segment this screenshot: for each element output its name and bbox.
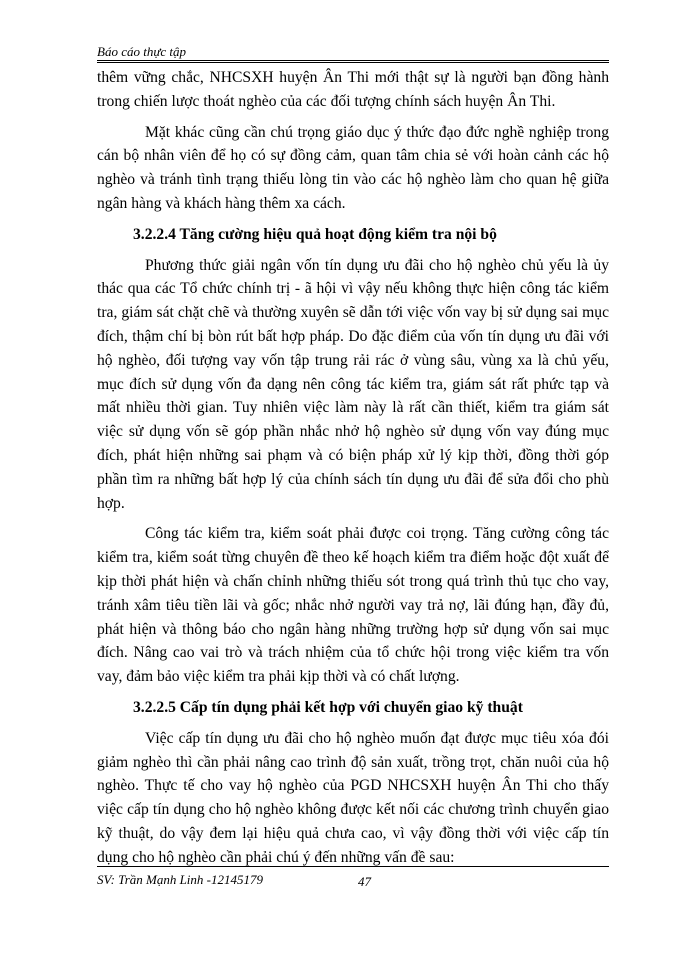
paragraph-continued: thêm vững chắc, NHCSXH huyện Ân Thi mới thật sự là người bạn đồng hành trong chiến lược thoát nghèo của các đối tượng chính sách huyện Ân Thi. bbox=[97, 69, 609, 110]
paragraph-inspection: Công tác kiểm tra, kiểm soát phải được coi trọng. Tăng cường công tác kiểm tra, kiểm soát từng chuyên đề theo kế hoạch kiểm tra điểm hoặc đột xuất để kịp thời phát hiện và chấn chỉnh những thiếu sót trong quá trình thủ tục cho vay, tránh xâm tiêu tiền lãi và gốc; nhắc nhở người vay trả nợ, lãi đúng hạn, đầy đủ, phát hiện và thông báo cho ngân hàng những trường hợp sử dụng vốn sai mục đích. Nâng cao vai trò và trách nhiệm của tổ chức hội trong việc kiểm tra vốn vay, đảm bảo việc kiểm tra phải kịp thời và có chất lượng. bbox=[97, 525, 609, 686]
section-heading-3-2-2-4: 3.2.2.4 Tăng cường hiệu quả hoạt động kiểm tra nội bộ bbox=[133, 225, 497, 243]
paragraph-disbursement: Phương thức giải ngân vốn tín dụng ưu đãi cho hộ nghèo chủ yếu là ủy thác qua các Tổ chức chính trị - ã hội vì vậy nếu không thực hiện công tác kiểm tra, giám sát chặt chẽ và thường xuyên sẽ dẫn tới việc vốn vay bị sử dụng sai mục đích, thậm chí bị bòn rút bất hợp pháp. Do đặc điểm của vốn tín dụng ưu đãi với hộ nghèo, đối tượng vay vốn tập trung rải rác ở vùng sâu, vùng xa là chủ yếu, mục đích sử dụng vốn đa dạng nên công tác kiểm tra, giám sát rất phức tạp và mất nhiều thời gian. Tuy nhiên việc làm này là rất cần thiết, kiểm tra giám sát việc sử dụng vốn sẽ góp phần nhắc nhở hộ nghèo sử dụng vốn vay đúng mục đích, phát hiện những sai phạm và có biện pháp xử lý kịp thời, đồng thời góp phần tìm ra những bất hợp lý của chính sách tín dụng ưu đãi để sửa đổi cho phù hợp. bbox=[97, 256, 609, 512]
section-heading-3-2-2-5: 3.2.2.5 Cấp tín dụng phải kết hợp với chuyển giao kỹ thuật bbox=[133, 698, 523, 716]
body-text bbox=[97, 66, 609, 870]
page-number: 47 bbox=[358, 874, 371, 889]
running-header: Báo cáo thực tập bbox=[97, 44, 187, 59]
header-divider bbox=[97, 60, 609, 63]
student-info: SV: Trần Mạnh Linh -12145179 bbox=[97, 872, 263, 887]
footer-divider bbox=[97, 866, 609, 867]
paragraph-ethics: Mặt khác cũng cần chú trọng giáo dục ý thức đạo đức nghề nghiệp trong cán bộ nhân viên để họ có sự đồng cảm, quan tâm chia sẻ với hoàn cảnh các hộ nghèo và tránh tình trạng thiếu lòng tin vào các hộ nghèo làm cho quan hệ giữa ngân hàng và khách hàng thêm xa cách. bbox=[97, 123, 609, 212]
paragraph-credit-technology: Việc cấp tín dụng ưu đãi cho hộ nghèo muốn đạt được mục tiêu xóa đói giảm nghèo thì cần phải nâng cao trình độ sản xuất, trồng trọt, chăn nuôi của hộ nghèo. Thực tế cho vay hộ nghèo của PGD NHCSXH huyện Ân Thi cho thấy việc cấp tín dụng cho hộ nghèo không được kết nối các chương trình chuyển giao kỹ thuật, do vậy đem lại hiệu quả chưa cao, vì vậy đồng thời với việc cấp tín dụng cho hộ nghèo cần phải chú ý đến những vấn đề sau: bbox=[97, 729, 609, 866]
